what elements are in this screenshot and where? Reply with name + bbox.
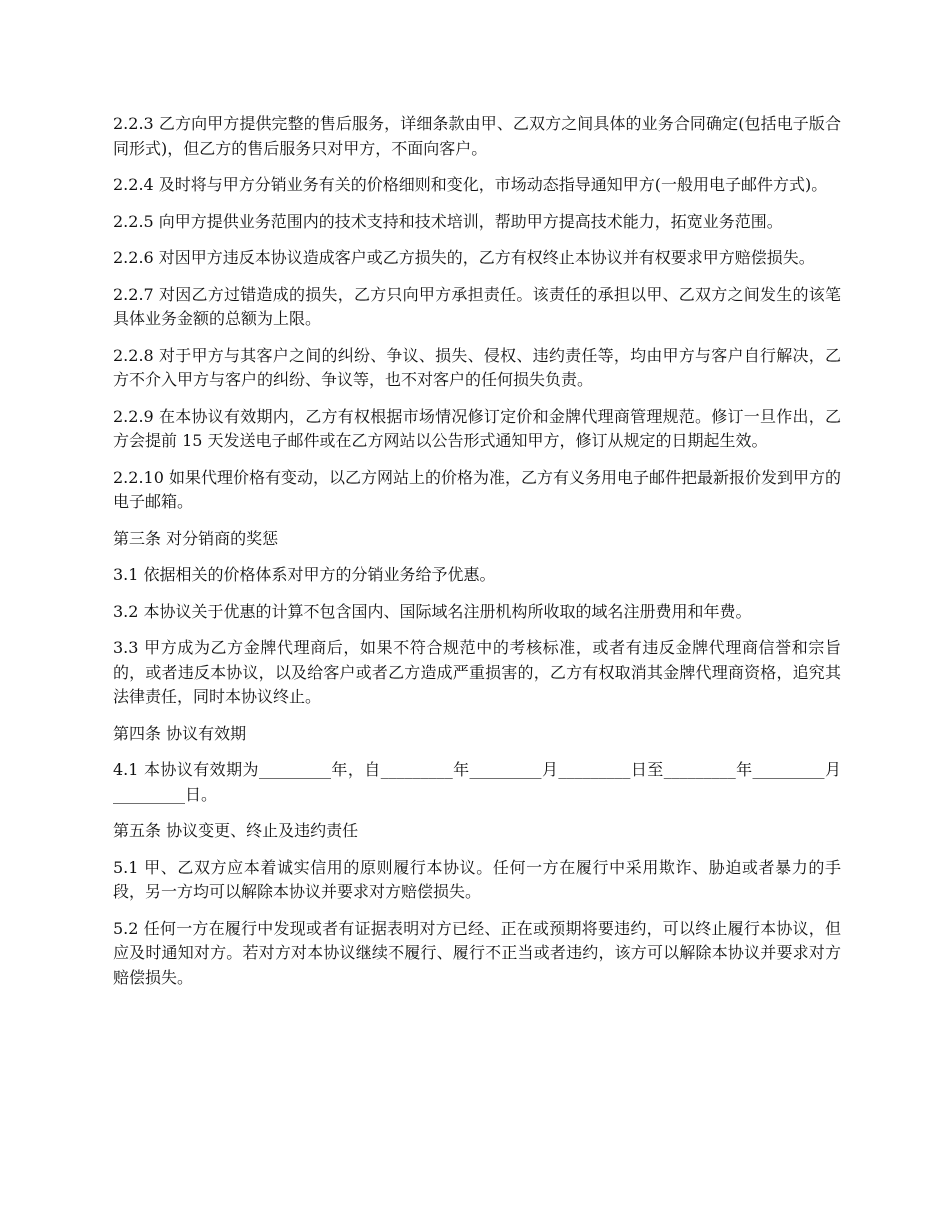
clause-2-2-5: 2.2.5 向甲方提供业务范围内的技术支持和技术培训，帮助甲方提高技术能力，拓宽业务范围。 [113, 211, 783, 231]
article-4-heading: 第四条 协议有效期 [113, 723, 247, 743]
clause-4-1: 4.1 本协议有效期为_________年，自_________年_________月_________日至_________年_________月_________日。 [113, 760, 841, 804]
clause-2-2-4: 2.2.4 及时将与甲方分销业务有关的价格细则和变化，市场动态指导通知甲方(一般用电子邮件方式)。 [113, 175, 828, 194]
clause-5-2: 5.2 任何一方在履行中发现或者有证据表明对方已经、正在或预期将要违约，可以终止履行本协议，但应及时通知对方。若对方对本协议继续不履行、履行不正当或者违约，该方可以解除本协议并要求对方赔偿损失。 [113, 918, 841, 987]
clause-2-2-7: 2.2.7 对因乙方过错造成的损失，乙方只向甲方承担责任。该责任的承担以甲、乙双方之间发生的该笔具体业务金额的总额为上限。 [113, 284, 841, 328]
article-5-heading: 第五条 协议变更、终止及违约责任 [113, 821, 359, 840]
article-3-heading: 第三条 对分销商的奖惩 [113, 528, 279, 548]
clause-3-1: 3.1 依据相关的价格体系对甲方的分销业务给予优惠。 [113, 565, 496, 584]
clause-3-2: 3.2 本协议关于优惠的计算不包含国内、国际域名注册机构所收取的域名注册费用和年费。 [113, 601, 752, 621]
clause-2-2-8: 2.2.8 对于甲方与其客户之间的纠纷、争议、损失、侵权、违约责任等，均由甲方与客户自行解决，乙方不介入甲方与客户的纠纷、争议等，也不对客户的任何损失负责。 [113, 345, 841, 389]
clause-2-2-6: 2.2.6 对因甲方违反本协议造成客户或乙方损失的，乙方有权终止本协议并有权要求甲方赔偿损失。 [113, 248, 815, 267]
clause-2-2-9: 2.2.9 在本协议有效期内，乙方有权根据市场情况修订定价和金牌代理商管理规范。修订一旦作出，乙方会提前 15 天发送电子邮件或在乙方网站以公告形式通知甲方，修订从规定的日期起生效。 [113, 406, 841, 450]
clause-2-2-10: 2.2.10 如果代理价格有变动，以乙方网站上的价格为准，乙方有义务用电子邮件把最新报价发到甲方的电子邮箱。 [113, 467, 841, 511]
clause-2-2-3: 2.2.3 乙方向甲方提供完整的售后服务，详细条款由甲、乙双方之间具体的业务合同确定(包括电子版合同形式)，但乙方的售后服务只对甲方，不面向客户。 [113, 114, 841, 158]
clause-3-3: 3.3 甲方成为乙方金牌代理商后，如果不符合规范中的考核标准，或者有违反金牌代理商信誉和宗旨的，或者违反本协议，以及给客户或者乙方造成严重损害的，乙方有权取消其金牌代理商资格，追究其法律责任，同时本协议终止。 [113, 638, 841, 706]
clause-5-1: 5.1 甲、乙双方应本着诚实信用的原则履行本协议。任何一方在履行中采用欺诈、胁迫或者暴力的手段，另一方均可以解除本协议并要求对方赔偿损失。 [113, 857, 841, 901]
document-page [113, 112, 841, 1002]
